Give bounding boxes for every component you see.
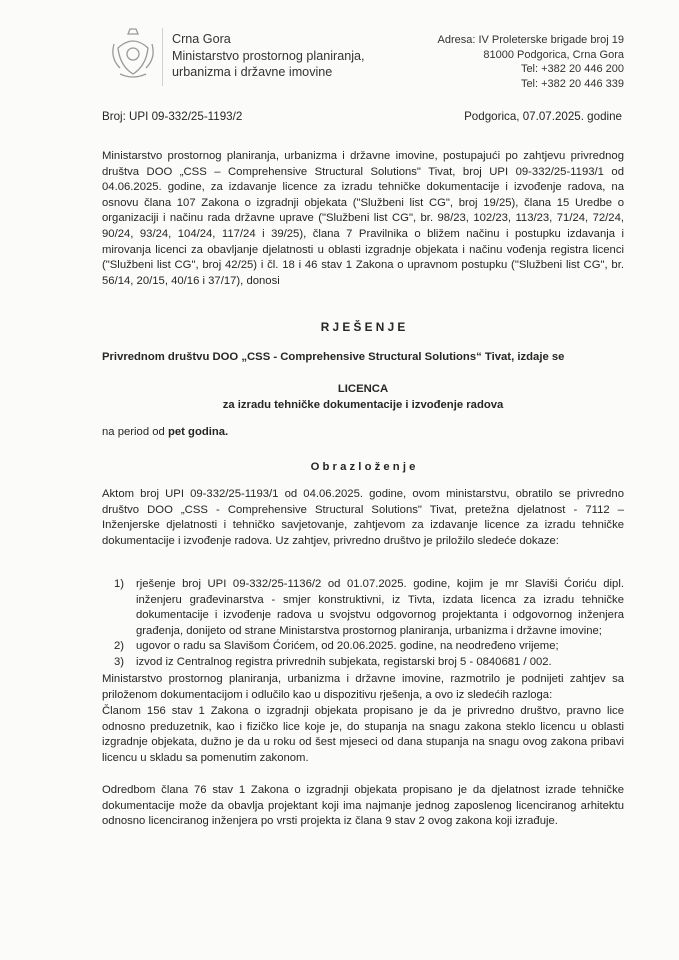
reasoning-paragraph-1: Aktom broj UPI 09-332/25-1193/1 od 04.06.2025. godine, ovom ministarstvu, obratilo se privredno društvo DOO „CSS - Comprehensive Structural Solutions" Tivat, pretežna djelatnost - 7112 – Inženjerske djelatnosti i tehničko savjetovanje, zahtjevom za izdavanje licence za izradu tehničke dokumentacije i izvođenje radova. Uz zahtjev, privredno društvo je priložilo sledeće dokaze: xyxy=(102,488,624,547)
intro-paragraph: Ministarstvo prostornog planiranja, urbanizma i državne imovine, postupajući po zahtjevu privrednog društva DOO „CSS – Comprehensive Structural Solutions" Tivat, broj UPI 09-332/25-1193/1 od 04.06.2025. godine, za izdavanje licence za izradu tehničke dokumentacije i izvođenje radova, na osnovu člana 107 Zakona o izgradnji objekata ("Službeni list CG", broj 19/25), člana 15 Uredbe o organizaciji i načinu rada državne uprave ("Službeni list CG", br. 98/23, 102/23, 113/23, 71/24, 72/24, 90/24, 93/24, 104/24, 117/24 i 39/25), člana 7 Pravilnika o bližem načinu i postupku izdavanja i mirovanja licenci za obavljanje djelatnosti u oblasti izgradnje objekata i načinu vođenja registra licenci ("Službeni list CG", broj 42/25) i čl. 18 i 46 stav 1 Zakona o upravnom postupku ("Službeni list CG", br. 56/14, 20/15, 40/16 i 37/17), donosi xyxy=(102,150,624,287)
list-item: 3) izvod iz Centralnog registra privrednih subjekata, registarski broj 5 - 0840681 / 002. xyxy=(114,655,552,668)
decision-title: R J E Š E N J E xyxy=(320,320,406,334)
coat-of-arms-icon xyxy=(110,26,156,82)
decision-recipient: Privrednom društvu DOO „CSS - Comprehensive Structural Solutions“ Tivat, izdaje se xyxy=(102,351,565,363)
org-country: Crna Gora xyxy=(172,32,231,46)
phone-1: Tel: +382 20 446 200 xyxy=(520,63,624,76)
address-city: 81000 Podgorica, Crna Gora xyxy=(483,48,624,61)
reasoning-paragraph-4: Odredbom člana 76 stav 1 Zakona o izgradnji objekata propisano je da djelatnost izrade tehničke dokumentacije može da obavlja projektant koji ima najmanje jednog zaposlenog licenciranog arhitektu odnosno licenciranog inženjera po vrsti projekta iz člana 9 stav 2 ovog zakona koji izrađuje. xyxy=(102,784,624,828)
reasoning-paragraph-2: Ministarstvo prostornog planiranja, urbanizma i državne imovine, razmotrilo je podnijeti zahtjev sa priloženom dokumentacijom i odlučilo kao u dispozitivu rješenja, a ovo iz sledećih razloga: xyxy=(102,673,624,701)
period-prefix: na period od xyxy=(102,426,168,438)
evidence-list xyxy=(102,577,624,671)
reasoning-title: O b r a z l o ž e n j e xyxy=(310,461,416,473)
org-ministry: Ministarstvo prostornog planiranja, xyxy=(172,48,365,63)
organization-block xyxy=(172,31,365,81)
reference-number: Broj: UPI 09-332/25-1193/2 xyxy=(102,110,243,123)
reasoning-paragraph-3: Članom 156 stav 1 Zakona o izgradnji objekata propisano je da je privredno društvo, pravno lice odnosno preduzetnik, kao i fizičko lice koje je, do stupanja na snagu zakona steklo licencu u oblasti izgradnje objekata, dužno je da u roku od šest mjeseci od dana stupanja na snagu ovog zakona pribavi licencu u skladu sa pomenutim zakonom. xyxy=(102,705,624,764)
phone-2: Tel: +382 20 446 339 xyxy=(520,77,624,90)
licence-subtitle: za izradu tehničke dokumentacije i izvođenje radova xyxy=(222,399,504,411)
licence-period xyxy=(102,426,228,438)
licence-title: LICENCA xyxy=(337,383,389,395)
address-street: Adresa: IV Proleterske brigade broj 19 xyxy=(437,34,624,46)
period-value: pet godina. xyxy=(167,426,229,438)
list-item: 1) rješenje broj UPI 09-332/25-1136/2 od 01.07.2025. godine, kojim je mr Slaviši Ćoriću dipl. inženjeru građevinarstva - smjer konstruktivni, iz Tivta, izdata licenca za izradu tehničke dokumentacije i izvođenje radova u svojstvu odgovornog projektanta i odgovornog inženjera građenja, donijeto od strane Ministarstva prostornog planiranja, urbanizma i državne imovine; xyxy=(114,578,624,637)
header-divider xyxy=(162,28,163,86)
address-block xyxy=(438,33,625,91)
org-ministry-cont: urbanizma i državne imovine xyxy=(172,65,333,79)
document-date: Podgorica, 07.07.2025. godine xyxy=(464,110,622,123)
list-item: 2) ugovor o radu sa Slavišom Ćorićem, od 20.06.2025. godine, na neodređeno vrijeme; xyxy=(114,640,559,653)
